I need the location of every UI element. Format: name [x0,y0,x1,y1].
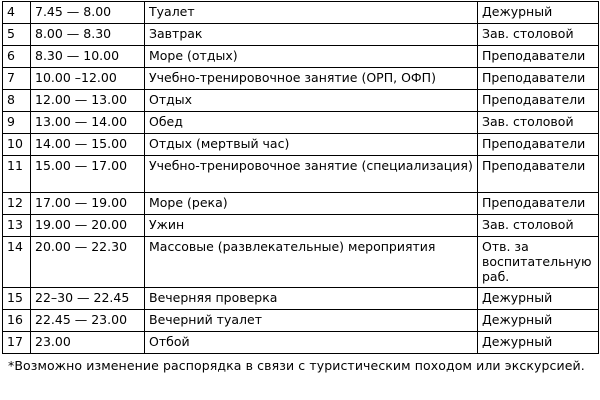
row-number: 5 [3,24,31,46]
time-range: 13.00 — 14.00 [31,112,145,134]
responsible: Преподаватели [478,156,599,193]
responsible: Дежурный [478,288,599,310]
table-row [3,193,599,215]
row-number: 17 [3,332,31,354]
responsible: Преподаватели [478,68,599,90]
activity: Обед [145,112,478,134]
row-number: 15 [3,288,31,310]
table-row [3,68,599,90]
row-number: 11 [3,156,31,193]
footnote: *Возможно изменение распорядка в связи с туристическим походом или экскурсией. [8,358,585,373]
table-row [3,215,599,237]
time-range: 19.00 — 20.00 [31,215,145,237]
time-range: 22.45 — 23.00 [31,310,145,332]
responsible: Преподаватели [478,46,599,68]
activity: Отдых [145,90,478,112]
table-row [3,134,599,156]
time-range: 17.00 — 19.00 [31,193,145,215]
responsible: Преподаватели [478,134,599,156]
table-row [3,288,599,310]
activity: Вечерний туалет [145,310,478,332]
responsible: Дежурный [478,332,599,354]
schedule-table [2,1,599,354]
responsible: Зав. столовой [478,215,599,237]
activity: Вечерняя проверка [145,288,478,310]
responsible: Отв. за воспитательную раб. [478,237,599,288]
row-number: 16 [3,310,31,332]
table-row [3,332,599,354]
time-range: 8.00 — 8.30 [31,24,145,46]
row-number: 14 [3,237,31,288]
activity: Отбой [145,332,478,354]
responsible: Преподаватели [478,193,599,215]
row-number: 6 [3,46,31,68]
activity: Ужин [145,215,478,237]
table-row [3,24,599,46]
time-range: 15.00 — 17.00 [31,156,145,193]
table-row [3,46,599,68]
table-row [3,156,599,193]
table-row [3,112,599,134]
responsible: Зав. столовой [478,112,599,134]
row-number: 10 [3,134,31,156]
activity: Учебно-тренировочное занятие (специализация) [145,156,478,193]
time-range: 23.00 [31,332,145,354]
table-row [3,310,599,332]
row-number: 13 [3,215,31,237]
row-number: 7 [3,68,31,90]
responsible: Преподаватели [478,90,599,112]
time-range: 22–30 — 22.45 [31,288,145,310]
activity: Завтрак [145,24,478,46]
time-range: 12.00 — 13.00 [31,90,145,112]
time-range: 10.00 –12.00 [31,68,145,90]
activity: Учебно-тренировочное занятие (ОРП, ОФП) [145,68,478,90]
row-number: 4 [3,2,31,24]
table-row [3,90,599,112]
time-range: 20.00 — 22.30 [31,237,145,288]
table-row [3,237,599,288]
activity: Туалет [145,2,478,24]
activity: Массовые (развлекательные) мероприятия [145,237,478,288]
activity: Отдых (мертвый час) [145,134,478,156]
row-number: 9 [3,112,31,134]
activity: Море (отдых) [145,46,478,68]
row-number: 8 [3,90,31,112]
time-range: 8.30 — 10.00 [31,46,145,68]
activity: Море (река) [145,193,478,215]
time-range: 7.45 — 8.00 [31,2,145,24]
table-row [3,2,599,24]
responsible: Дежурный [478,2,599,24]
time-range: 14.00 — 15.00 [31,134,145,156]
responsible: Дежурный [478,310,599,332]
row-number: 12 [3,193,31,215]
responsible: Зав. столовой [478,24,599,46]
